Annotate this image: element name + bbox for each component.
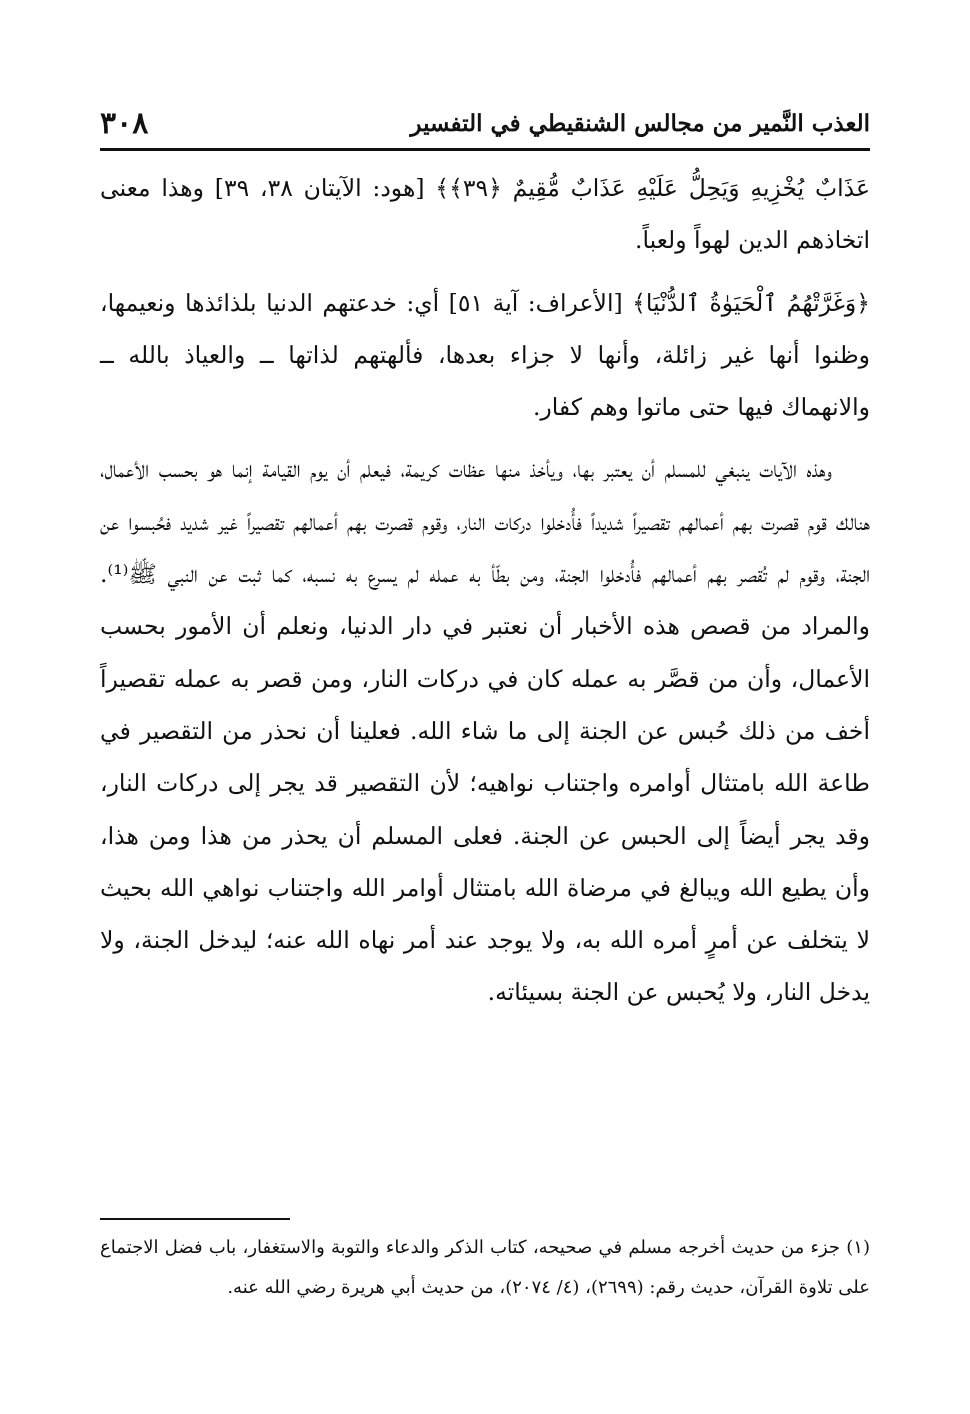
main-text — [100, 162, 870, 1019]
footnote-separator — [100, 1218, 290, 1220]
paragraph-verse-explanation: ﴿وَغَرَّتْهُمُ ٱلْحَيَوٰةُ ٱلدُّنْيَا﴾ [الأعراف: آية ٥١] أي: خدعتهم الدنيا بلذائذها ونعيمها، وظنوا أنها غير زائلة، وأنها لا جزاء بعدها، فألهتهم لذاتها ــ والعياذ بالله ــ والانهماك فيها حتى ماتوا وهم كفار. — [100, 288, 870, 422]
footnotes — [100, 1228, 870, 1308]
page-number: ٣٠٨ — [100, 106, 149, 141]
page-header — [100, 100, 870, 151]
running-title: العذب النَّمير من مجالس الشنقيطي في التفسير — [410, 110, 870, 137]
footnote-1: (١) جزء من حديث أخرجه مسلم في صحيحه، كتاب الذكر والدعاء والتوبة والاستغفار، باب فضل الاجتماع على تلاوة القرآن، حديث رقم: (٢٦٩٩)، (٤/ ٢٠٧٤)، من حديث أبي هريرة رضي الله عنه. — [100, 1237, 870, 1298]
paragraph-quran-continuation: عَذَابٌ يُخْزِيهِ وَيَحِلُّ عَلَيْهِ عَذَابٌ مُّقِيمٌ ﴿٣٩﴾﴾ [هود: الآيتان ٣٨، ٣٩] وهذا معنى اتخاذهم الدين لهواً ولعباً. — [100, 174, 871, 255]
paragraph-lessons: وهذه الآيات ينبغي للمسلم أن يعتبر بها، ويأخذ منها عظات كريمة، فيعلم أن يوم القيامة إنما هو بحسب الأعمال، هنالك قوم قصرت بهم أعمالهم تقصيراً شديداً فأُدخلوا دركات النار، وقوم قصرت بهم أعمالهم تقصيراً غير شديد فحُبسوا عن الجنة، وقوم لم تُقصر بهم أعمالهم فأُدخلوا الجنة، ومن بطّأ به عمله لم يسرع به نسبه، كما ثبت عن النبي ﷺ⁽¹⁾. والمراد من قصص هذه الأخبار أن نعتبر في دار الدنيا، ونعلم أن الأمور بحسب الأعمال، وأن من قصَّر به عمله كان في دركات النار، ومن قصر به عمله تقصيراً أخف من ذلك حُبس عن الجنة إلى ما شاء الله. فعلينا أن نحذر من التقصير في طاعة الله بامتثال أوامره واجتناب نواهيه؛ لأن التقصير قد يجر إلى دركات النار، وقد يجر أيضاً إلى الحبس عن الجنة. فعلى المسلم أن يحذر من هذا ومن هذا، وأن يطيع الله ويبالغ في مرضاة الله بامتثال أوامر الله واجتناب نواهي الله بحيث لا يتخلف عن أمرٍ أمره الله به، ولا يوجد عند أمر نهاه الله عنه؛ ليدخل الجنة، ولا يدخل النار، ولا يُحبس عن الجنة بسيئاته. — [100, 455, 870, 1007]
